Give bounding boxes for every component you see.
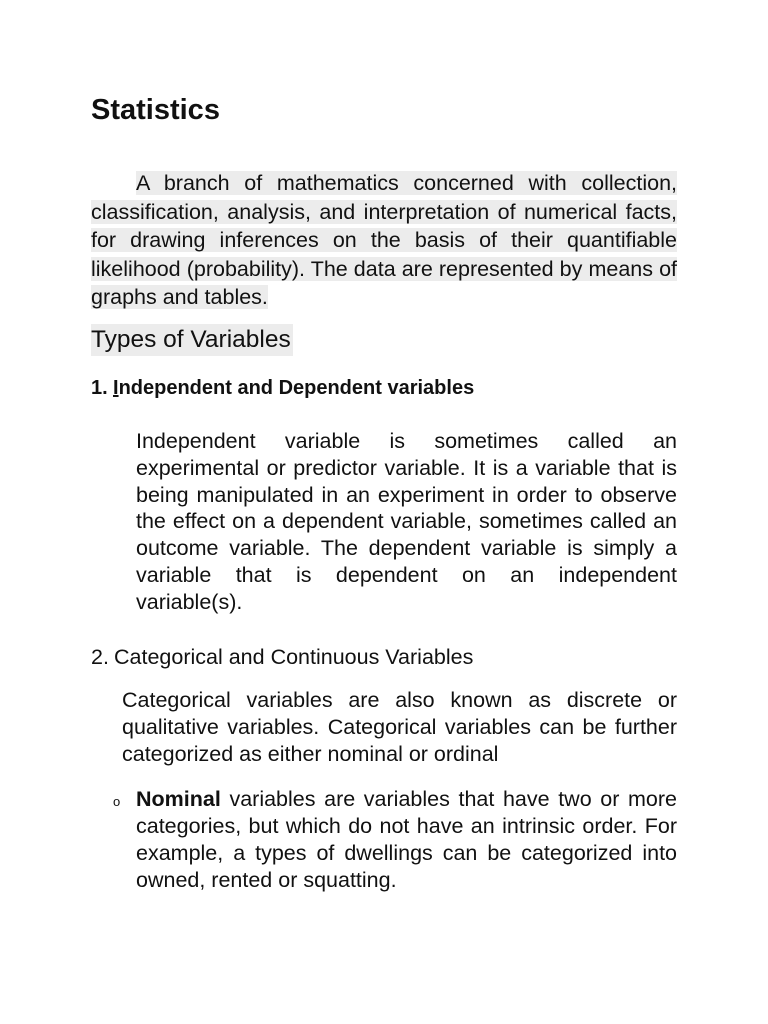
item-2-body: Categorical variables are also known as discrete or qualitative variables. Categorical variables can be further categorized as either nominal or ordinal [122, 688, 677, 766]
intro-text: A branch of mathematics concerned with collection, classification, analysis, and interpretation of numerical facts, for drawing inferences on the basis of their quantifiable likelihood (probability). The data are represented by means of graphs and tables. [91, 171, 677, 310]
item-1-body: Independent variable is sometimes called an experimental or predictor variable. It is a variable that is being manipulated in an experiment in order to observe the effect on a dependent variable, sometimes called an outcome variable. The dependent variable is simply a variable that is dependent on an independent variable(s). [136, 429, 677, 614]
bullet-list [91, 786, 677, 894]
item-1-heading [91, 375, 474, 401]
item-1-heading-text: ndependent and Dependent variables [118, 377, 475, 399]
section-heading: Types of Variables [91, 324, 293, 356]
item-1-number: 1. [91, 377, 108, 399]
intro-paragraph [91, 169, 677, 312]
bullet-text: variables are variables that have two or more categories, but which do not have an intrinsic order. For example, a types of dwellings can be categorized into owned, rented or squatting. [136, 787, 677, 892]
item-1-first-letter: I [113, 377, 119, 399]
item-2-heading-text: Categorical and Continuous Variables [114, 645, 474, 669]
bullet-marker-icon: o [113, 794, 121, 809]
page-title: Statistics [91, 94, 220, 126]
list-item [91, 786, 677, 894]
item-2-heading [91, 643, 473, 671]
item-2-number: 2. [91, 645, 109, 669]
bullet-term: Nominal [136, 787, 221, 811]
